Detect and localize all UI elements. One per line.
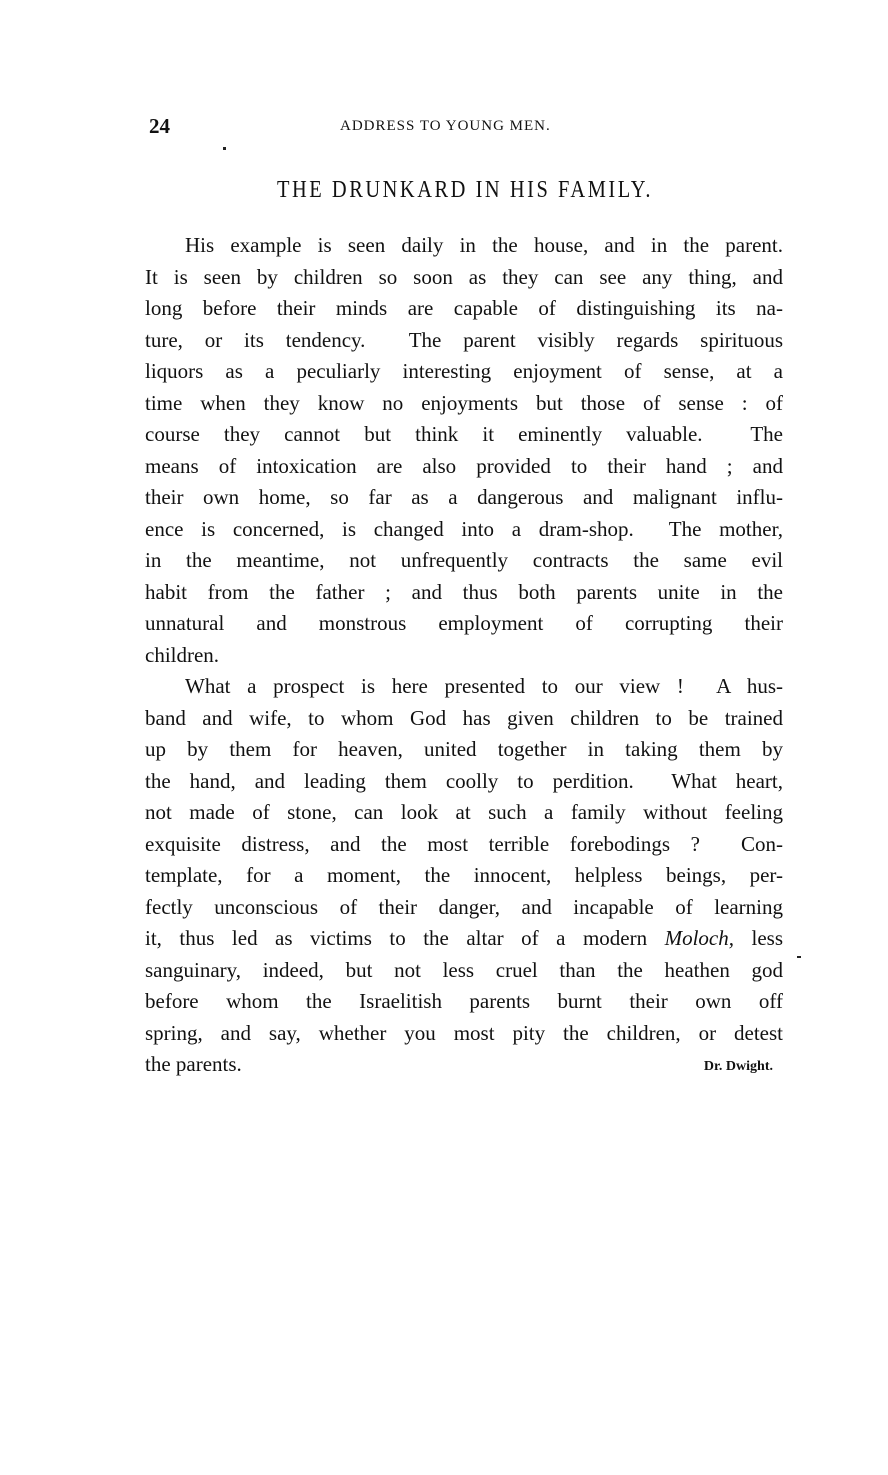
line-text: band and wife, to whom God has given children to be trained: [145, 705, 783, 730]
text-line: [145, 482, 783, 514]
text-line: [145, 293, 783, 325]
line-text: unnatural and monstrous employment of corrupting their: [145, 611, 783, 635]
text-line: [145, 986, 783, 1018]
text-line: [145, 451, 783, 483]
line-text: template, for a moment, the innocent, helpless beings, per-: [145, 863, 783, 887]
line-text: His example is seen daily in the house, and in the parent.: [185, 233, 783, 257]
text-line: [145, 325, 783, 357]
line-text: means of intoxication are also provided to their hand ; and: [145, 453, 783, 478]
text-line: [145, 766, 783, 798]
line-text: the hand, and leading them coolly to perdition. What heart,: [145, 768, 783, 793]
running-title: ADDRESS TO YOUNG MEN.: [340, 118, 551, 134]
text-line: [145, 829, 783, 861]
text-line: [145, 608, 783, 640]
line-text: habit from the father ; and thus both parents unite in the: [145, 579, 783, 604]
line-text: not made of stone, can look at such a family without feeling: [145, 800, 783, 824]
chapter-title: THE DRUNKARD IN HIS FAMILY.: [276, 177, 654, 203]
text-line: [145, 514, 783, 546]
text-line: [145, 577, 783, 609]
page-number: 24: [149, 114, 170, 138]
line-text: less: [734, 926, 783, 950]
text-line: [145, 797, 783, 829]
line-text: long before their minds are capable of distinguishing its na-: [145, 296, 783, 320]
text-line: [145, 955, 783, 987]
line-text: time when they know no enjoyments but those of sense : of: [145, 390, 783, 415]
text-line: [145, 230, 783, 262]
text-line: [145, 1049, 783, 1081]
line-text: before whom the Israelitish parents burnt their own off: [145, 989, 783, 1013]
text-line: [145, 262, 783, 294]
line-text: sanguinary, indeed, but not less cruel than the heathen god: [145, 957, 783, 982]
text-line: [145, 860, 783, 892]
text-line: [145, 640, 783, 672]
text-line: [145, 671, 783, 703]
line-text: course they cannot but think it eminently valuable. The: [145, 422, 783, 446]
line-text: ence is concerned, is changed into a dram-shop. The mother,: [145, 516, 783, 541]
italic-name: Moloch,: [664, 926, 734, 950]
scan-speck: [223, 147, 226, 150]
body-text: [145, 230, 783, 1081]
text-line: [145, 892, 783, 924]
text-line: [145, 703, 783, 735]
line-text: What a prospect is here presented to our view ! A hus-: [185, 674, 783, 698]
text-line: [145, 419, 783, 451]
line-text: in the meantime, not unfrequently contracts the same evil: [145, 548, 783, 572]
line-text: exquisite distress, and the most terrible forebodings ? Con-: [145, 831, 783, 856]
line-text: fectly unconscious of their danger, and incapable of learning: [145, 894, 783, 919]
scan-speck: [797, 956, 801, 958]
line-text: up by them for heaven, united together in taking them by: [145, 737, 783, 761]
line-text: their own home, so far as a dangerous and malignant influ-: [145, 485, 783, 509]
line-text: children.: [145, 642, 220, 667]
text-line: [145, 923, 783, 955]
line-text: ture, or its tendency. The parent visibly regards spirituous: [145, 327, 783, 352]
text-line: [145, 356, 783, 388]
line-text: it, thus led as victims to the altar of a modern: [145, 926, 665, 950]
line-text: the parents.: [145, 1052, 242, 1076]
text-line: [145, 545, 783, 577]
text-line: [145, 388, 783, 420]
attribution: Dr. Dwight.: [703, 1059, 773, 1074]
line-text: It is seen by children so soon as they can see any thing, and: [145, 264, 783, 289]
line-text: spring, and say, whether you most pity the children, or detest: [145, 1020, 783, 1045]
text-line: [145, 734, 783, 766]
text-line: [145, 1018, 783, 1050]
line-text: liquors as a peculiarly interesting enjoyment of sense, at a: [145, 359, 783, 383]
